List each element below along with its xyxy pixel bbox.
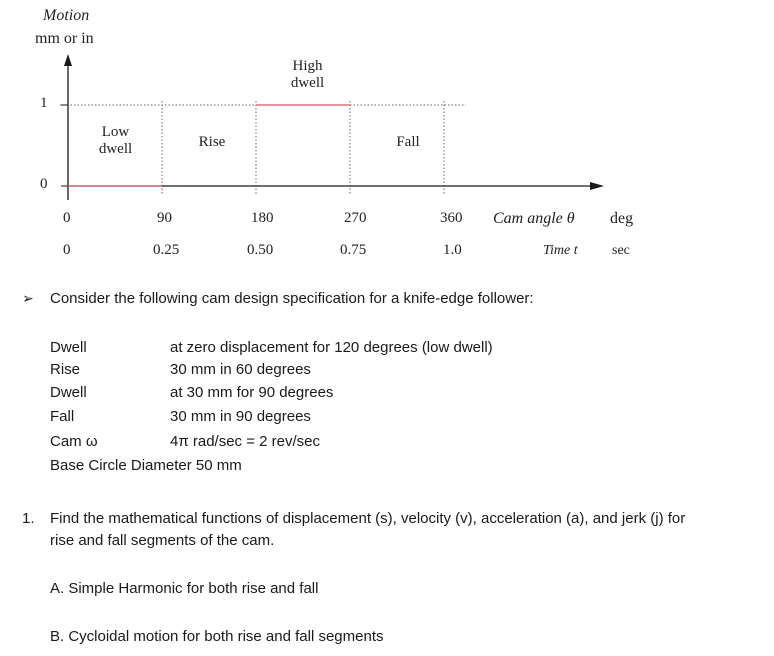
region-label-high-dwell: High dwell [290,58,325,91]
option-b: B. Cycloidal motion for both rise and fall segments [50,628,384,645]
question-number: 1. [22,510,35,527]
region-label-low-dwell: Low dwell [98,124,133,157]
time-tick-050: 0.50 [247,242,274,258]
question-line-2: rise and fall segments of the cam. [50,532,275,549]
angle-tick-360: 360 [440,210,463,226]
spec-label-dwell-1: Dwell [50,339,87,356]
time-tick-10: 1.0 [443,242,462,258]
time-tick-025: 0.25 [153,242,180,258]
option-a: A. Simple Harmonic for both rise and fall [50,580,319,597]
angle-tick-0: 0 [63,210,71,226]
time-tick-0: 0 [63,242,71,258]
spec-value-rise: 30 mm in 60 degrees [170,361,311,378]
spec-base-circle: Base Circle Diameter 50 mm [50,457,242,474]
y-axis-unit: mm or in [35,30,94,47]
y-axis-arrow-icon [64,54,72,66]
spec-value-dwell-1: at zero displacement for 120 degrees (low dwell) [170,339,493,356]
region-label-rise: Rise [198,134,226,150]
time-tick-075: 0.75 [340,242,367,258]
y-axis-title: Motion [43,7,90,24]
angle-tick-270: 270 [344,210,367,226]
intro-text: Consider the following cam design specification for a knife-edge follower: [50,290,534,307]
time-axis-label: Time t [543,243,578,258]
time-axis-unit: sec [612,243,630,258]
y-tick-label-1: 1 [40,95,48,111]
angle-tick-90: 90 [157,210,172,226]
angle-tick-180: 180 [251,210,274,226]
angle-axis-label: Cam angle θ [493,210,575,227]
spec-label-dwell-2: Dwell [50,384,87,401]
bullet-arrow-icon: ➢ [22,290,34,306]
angle-axis-unit: deg [610,210,634,227]
spec-label-fall: Fall [50,408,75,425]
region-label-fall: Fall [396,134,420,150]
spec-label-rise: Rise [50,361,81,378]
y-tick-label-0: 0 [40,176,48,192]
question-line-1: Find the mathematical functions of displacement (s), velocity (v), acceleration (a), and jerk (j) for [50,510,686,527]
spec-label-cam-omega: Cam ω [50,433,98,450]
spec-value-fall: 30 mm in 90 degrees [170,408,311,425]
x-axis-arrow-icon [590,182,604,190]
motion-diagram [0,0,774,270]
spec-value-cam-omega: 4π rad/sec = 2 rev/sec [170,433,320,450]
spec-value-dwell-2: at 30 mm for 90 degrees [170,384,334,401]
